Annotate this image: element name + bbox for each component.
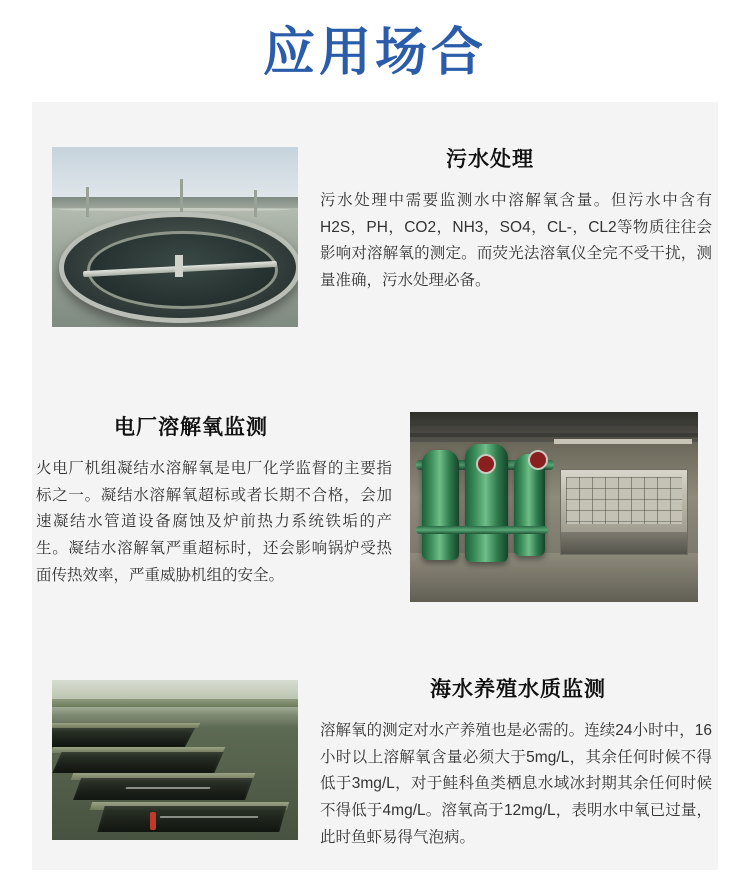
section-sewage-treatment (32, 142, 718, 332)
sewage-treatment-body: 污水处理中需要监测水中溶解氧含量。但污水中含有H2S，PH，CO2，NH3，SO4，CL-，CL2等物质往往会影响对溶解氧的测定。而荧光法溶氧仪全完不受干扰，测量准确，污水处理必备。 (320, 192, 712, 290)
aquaculture-ponds-photo (52, 680, 298, 840)
mariculture-heading: 海水养殖水质监测 (430, 678, 606, 701)
section-power-plant-do-monitoring (32, 402, 718, 592)
power-plant-piping-photo (410, 412, 698, 602)
power-plant-text (36, 410, 392, 589)
circular-sedimentation-tank-photo (52, 147, 298, 327)
page-title: 应用场合 (262, 24, 487, 82)
content-area (32, 102, 718, 870)
sewage-treatment-heading: 污水处理 (446, 148, 534, 171)
mariculture-text (320, 672, 712, 851)
power-plant-body: 火电厂机组凝结水溶解氧是电厂化学监督的主要指标之一。凝结水溶解氧超标或者长期不合格，会加速凝结水管道设备腐蚀及炉前热力系统铁垢的产生。凝结水溶解氧严重超标时，还会影响锅炉受热面传热效率，严重威胁机组的安全。 (36, 460, 392, 584)
sewage-treatment-text (320, 142, 712, 295)
power-plant-heading: 电厂溶解氧监测 (114, 416, 268, 439)
section-mariculture-water-quality (32, 672, 718, 852)
mariculture-body: 溶解氧的测定对水产养殖也是必需的。连续24小时中，16小时以上溶解氧含量必须大于5mg/L，其余任何时候不得低于3mg/L，对于鲑科鱼类栖息水域冰封期其余任何时候不得低于4mg/L。溶氧高于12mg/L，表明水中氧已过量，此时鱼虾易得气泡病。 (320, 722, 712, 846)
